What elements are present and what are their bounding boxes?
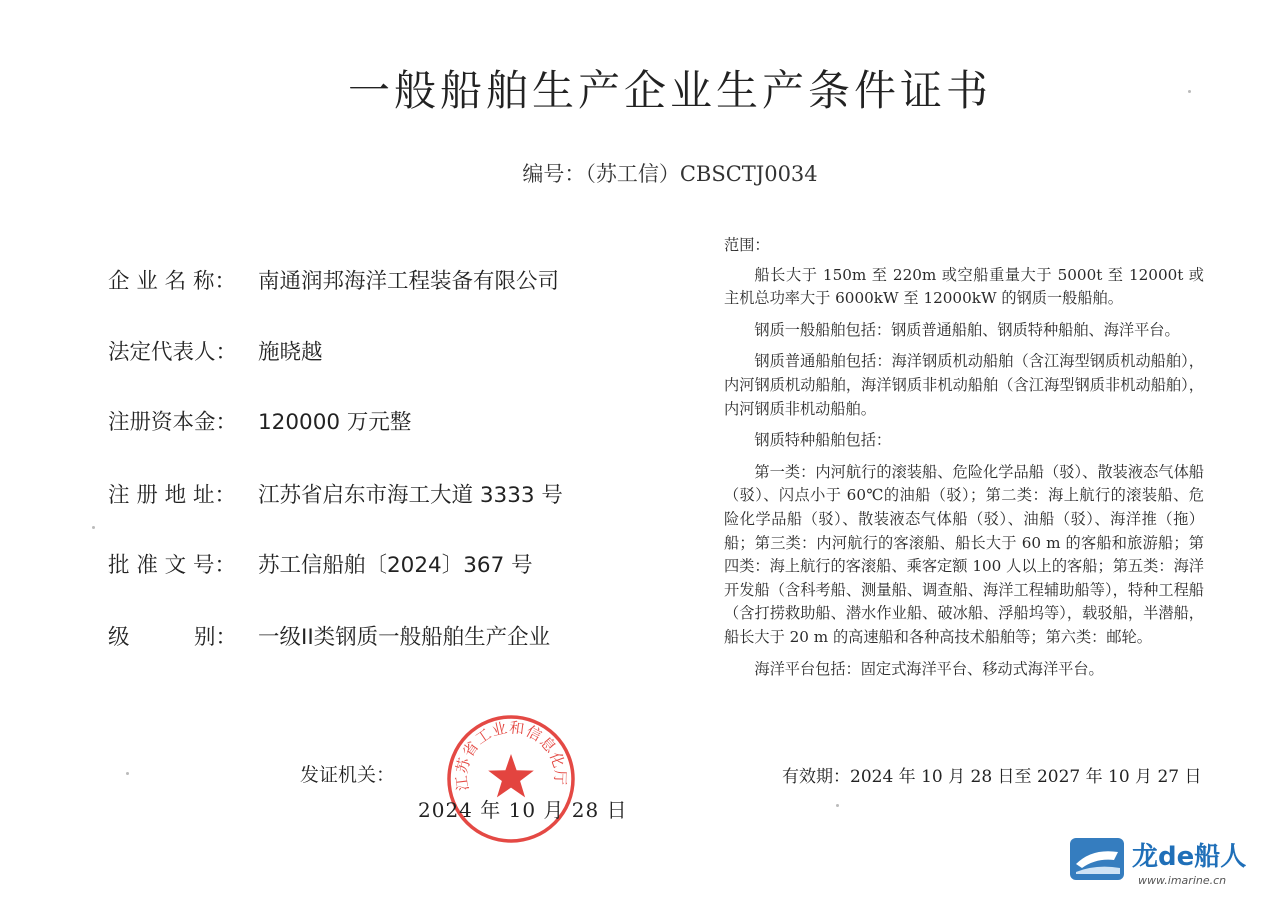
registered-address-label: 注 册 地 址： (108, 483, 237, 508)
field-registered-address (108, 478, 563, 509)
legal-representative-label: 法定代表人： (108, 340, 238, 365)
svg-text:龙de船人: 龙de船人 (1132, 842, 1247, 872)
company-name-value: 南通润邦海洋工程装备有限公司 (258, 269, 560, 294)
paper-speck (836, 804, 839, 807)
paper-speck (126, 772, 129, 775)
field-level (108, 620, 550, 651)
registered-capital-value: 120000 万元整 (258, 410, 412, 435)
official-seal (444, 712, 578, 846)
scope-paragraph: 第一类：内河航行的滚装船、危险化学品船（驳）、散装液态气体船（驳）、闪点小于 60℃的油船（驳）；第二类：海上航行的滚装船、危险化学品船（驳）、散装液态气体船（驳）、油船（驳）、海洋推（拖）船；第三类：内河航行的客滚船、船长大于 60 m 的客船和旅游船；第四类：海上航行的客滚船、乘客定额 100 人以上的客船；第五类：海洋开发船（含科考船、测量船、调查船、海洋工程辅助船等），特种工程船（含打捞救助船、潜水作业船、破冰船、浮船坞等），载驳船，半潜船，船长大于 20 m 的高速船和各种高技术船舶等；第六类：邮轮。 (724, 462, 1204, 646)
issue-date: 2024 年 10 月 28 日 (418, 798, 628, 822)
field-approval-number (108, 548, 533, 579)
certificate-number: 编号：（苏工信）CBSCTJ0034 (522, 162, 818, 186)
paper-speck (1188, 90, 1191, 93)
paper-speck (92, 526, 95, 529)
approval-number-label: 批 准 文 号： (108, 553, 237, 578)
issuing-authority-label: 发证机关： (300, 764, 396, 786)
validity-period: 有效期：2024 年 10 月 28 日至 2027 年 10 月 27 日 (782, 767, 1202, 787)
field-company-name (108, 264, 559, 295)
approval-number-value: 苏工信船舶〔2024〕367 号 (258, 553, 533, 578)
registered-capital-label: 注册资本金： (108, 410, 238, 435)
seal-star-icon (488, 754, 534, 797)
svg-text:江苏省工业和信息化厅: 江苏省工业和信息化厅 (452, 718, 570, 792)
svg-text:www.imarine.cn: www.imarine.cn (1138, 874, 1227, 887)
scope-paragraph: 钢质特种船舶包括： (754, 431, 892, 450)
scope-paragraph: 海洋平台包括：固定式海洋平台、移动式海洋平台。 (754, 659, 1104, 678)
level-value: 一级II类钢质一般船舶生产企业 (258, 625, 551, 650)
scope-section (724, 234, 1204, 689)
scope-paragraph: 钢质普通船舶包括：海洋钢质机动船舶（含江海型钢质机动船舶），内河钢质机动船舶，海洋钢质非机动船舶（含江海型钢质非机动船舶），内河钢质非机动船舶。 (724, 352, 1204, 418)
level-label: 级 别： (108, 625, 238, 650)
scope-heading: 范围： (724, 236, 770, 254)
legal-representative-value: 施晓越 (258, 340, 323, 365)
company-name-label: 企 业 名 称： (108, 269, 237, 294)
field-legal-representative (108, 335, 323, 366)
certificate-title: 一般船舶生产企业生产条件证书 (347, 66, 992, 115)
scope-paragraph: 钢质一般船舶包括：钢质普通船舶、钢质特种船舶、海洋平台。 (754, 320, 1180, 339)
field-registered-capital (108, 405, 411, 436)
registered-address-value: 江苏省启东市海工大道 3333 号 (258, 483, 563, 508)
scope-paragraph: 船长大于 150m 至 220m 或空船重量大于 5000t 至 12000t 或主机总功率大于 6000kW 至 12000kW 的钢质一般船舶。 (724, 265, 1204, 308)
watermark-logo (1068, 834, 1264, 890)
